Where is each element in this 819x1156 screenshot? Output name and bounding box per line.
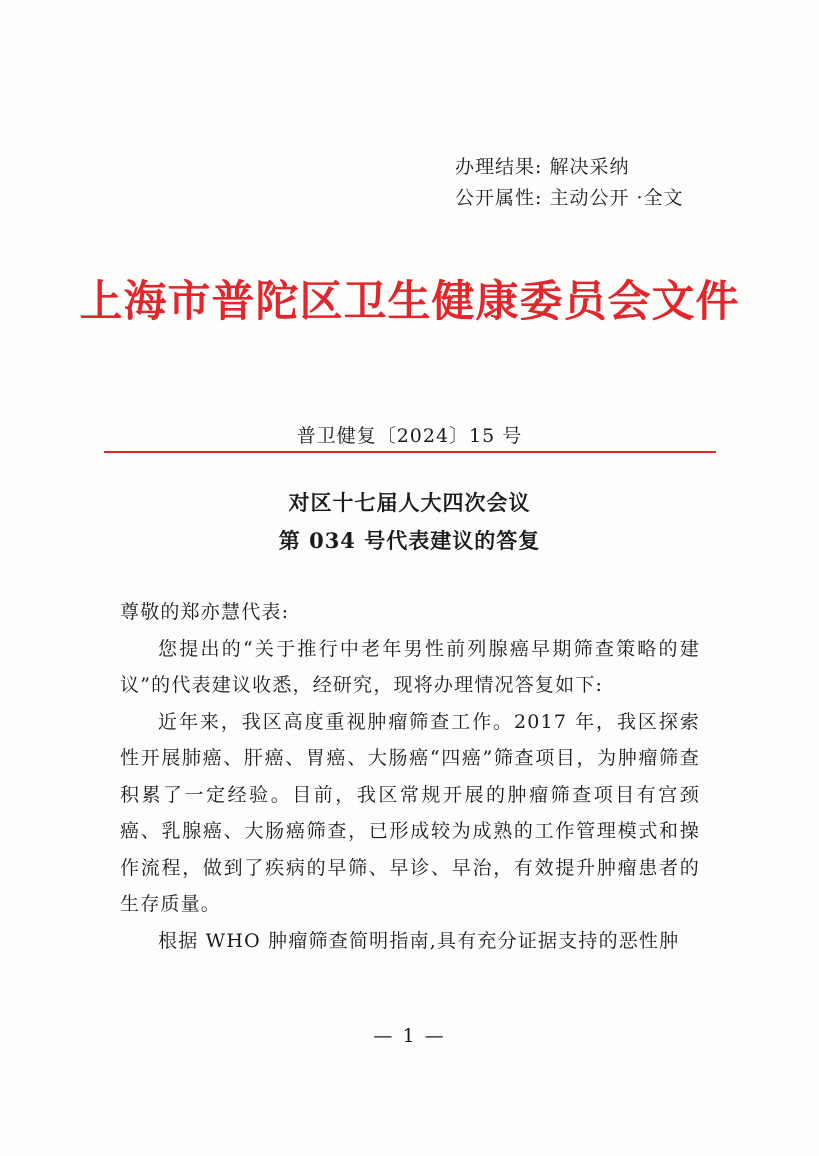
- title-line-2: 第 034 号代表建议的答复: [278, 528, 541, 553]
- title-line-1: 对区十七届人大四次会议: [288, 490, 531, 515]
- document-number: 普卫健复〔2024〕15 号: [296, 425, 523, 447]
- salutation: 尊敬的郑亦慧代表:: [120, 601, 290, 623]
- paragraph-1: 您提出的“关于推行中老年男性前列腺癌早期筛查策略的建议”的代表建议收悉，经研究，现将办理情况答复如下:: [120, 637, 700, 696]
- document-meta: [455, 152, 684, 214]
- disclosure-attribute: 公开属性: 主动公开 ·全文: [455, 187, 684, 209]
- page-number: — 1 —: [373, 1025, 446, 1047]
- handling-result: 办理结果: 解决采纳: [455, 156, 630, 178]
- paragraph-2: 近年来，我区高度重视肿瘤筛查工作。2017 年，我区探索性开展肺癌、肝癌、胃癌、大肠癌“四癌”筛查项目，为肿瘤筛查积累了一定经验。目前，我区常规开展的肿瘤筛查项目有宫颈癌、乳腺癌、大肠癌筛查，已形成较为成熟的工作管理模式和操作流程，做到了疾病的早筛、早诊、早治，有效提升肿瘤患者的生存质量。: [120, 710, 700, 915]
- red-divider-line: [104, 451, 716, 453]
- document-body: [120, 594, 700, 959]
- agency-title: 上海市普陀区卫生健康委员会文件: [79, 277, 740, 327]
- document-title: [0, 484, 819, 560]
- paragraph-3: 根据 WHO 肿瘤筛查简明指南,具有充分证据支持的恶性肿: [158, 929, 680, 952]
